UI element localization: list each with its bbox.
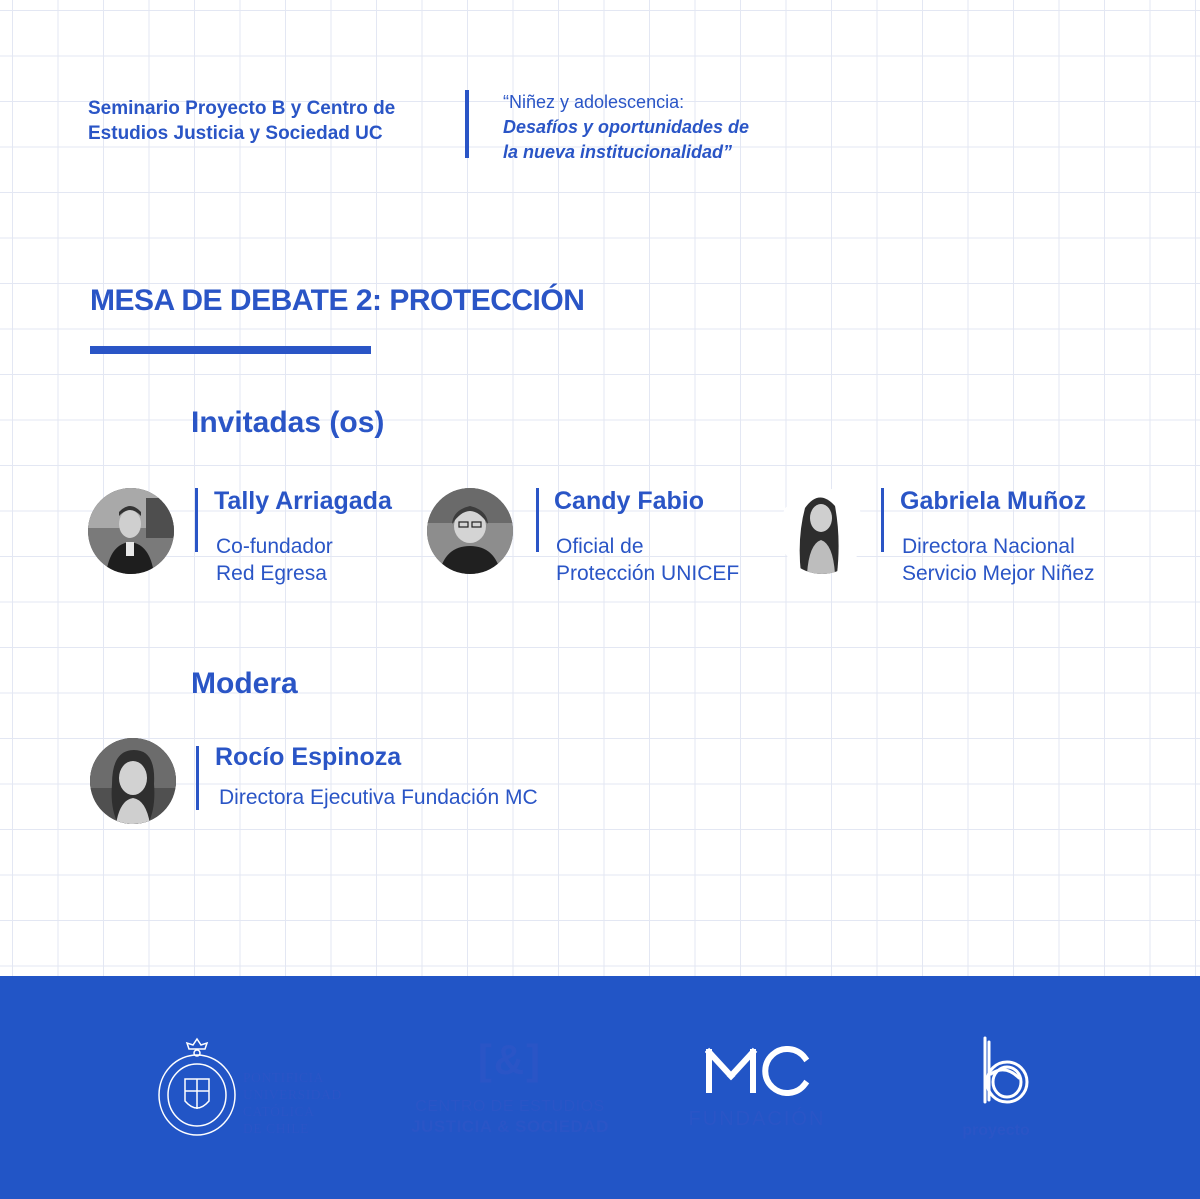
mc-logo-icon xyxy=(705,1046,811,1096)
avatar-tally-arriagada xyxy=(88,488,174,574)
page-title: MESA DE DEBATE 2: PROTECCIÓN xyxy=(90,284,585,317)
quote-line-1: “Niñez y adolescencia: xyxy=(503,92,685,112)
moderator-role: Directora Ejecutiva Fundación MC xyxy=(219,786,538,809)
guest-name: Gabriela Muñoz xyxy=(900,487,1087,515)
puc-seal-icon xyxy=(155,1035,239,1137)
avatar-rocio-espinoza xyxy=(90,738,176,824)
guest-name: Tally Arriagada xyxy=(214,487,392,515)
avatar-gabriela-munoz xyxy=(779,488,865,574)
guest-divider xyxy=(536,488,539,552)
guest-role: Directora Nacional Servicio Mejor Niñez xyxy=(902,535,1095,585)
guest-name: Candy Fabio xyxy=(554,487,705,515)
proyecto-b-logo-icon xyxy=(975,1034,1035,1108)
portrait-photo-icon xyxy=(90,738,176,824)
moderator-heading: Modera xyxy=(191,667,298,700)
seminar-quote xyxy=(503,90,749,165)
guest-divider xyxy=(881,488,884,552)
seminar-title: Seminario Proyecto B y Centro de Estudios Justicia y Sociedad UC xyxy=(88,98,396,144)
proyecto-label: proyecto xyxy=(962,1122,1030,1139)
avatar-candy-fabio xyxy=(427,488,513,574)
guest-divider xyxy=(195,488,198,552)
mc-fundacion-label: FUNDACIÓN xyxy=(688,1108,826,1130)
portrait-photo-icon xyxy=(88,488,174,574)
portrait-photo-icon xyxy=(779,488,865,574)
title-underline xyxy=(90,346,371,354)
moderator-divider xyxy=(196,746,199,810)
guests-heading: Invitadas (os) xyxy=(191,406,385,439)
cejs-line-2: JUSTICIA & SOCIEDAD xyxy=(411,1117,609,1136)
portrait-photo-icon xyxy=(427,488,513,574)
quote-line-2: Desafíos y oportunidades de la nueva institucionalidad” xyxy=(503,117,750,162)
guest-role: Co-fundador Red Egresa xyxy=(216,535,333,585)
puc-name: PONTIFICIA UNIVERSIDAD CATÓLICA DE CHILE xyxy=(243,1070,342,1136)
header-divider xyxy=(465,90,469,158)
cejs-line-1: CENTRO DE ESTUDIOS xyxy=(415,1098,605,1115)
moderator-name: Rocío Espinoza xyxy=(215,743,402,771)
cejs-logo-mark: [&] xyxy=(477,1036,543,1083)
guest-role: Oficial de Protección UNICEF xyxy=(556,535,740,585)
